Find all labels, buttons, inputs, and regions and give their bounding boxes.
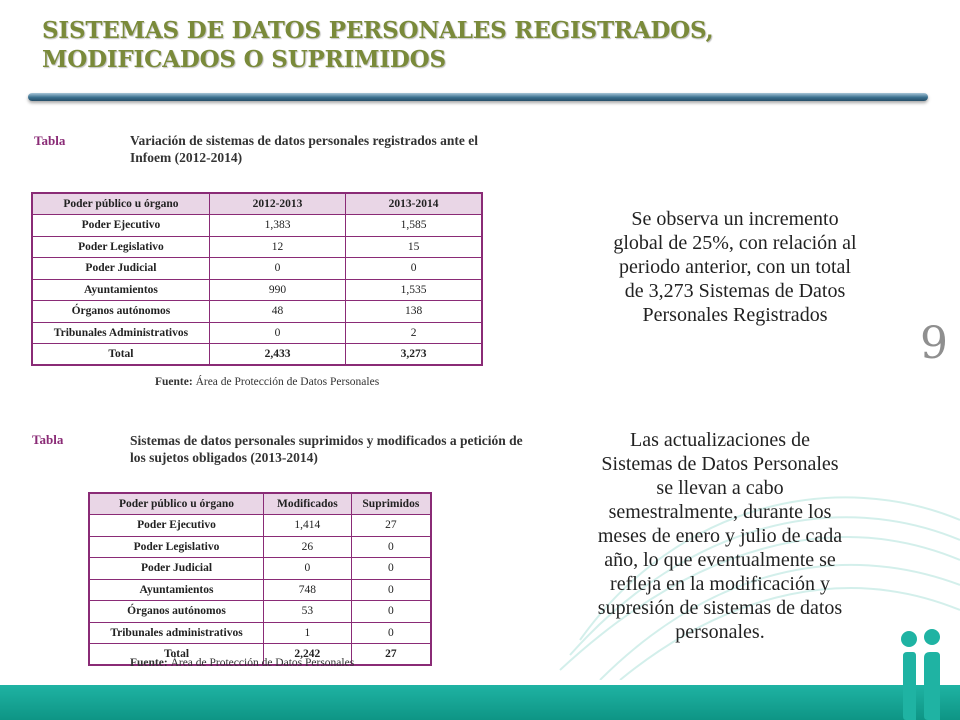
table2-label: Tabla bbox=[32, 432, 64, 447]
table-row bbox=[32, 215, 482, 237]
table-cell: 1,535 bbox=[346, 279, 482, 301]
table-cell: 990 bbox=[209, 279, 345, 301]
table1-source-text: Área de Protección de Datos Personales bbox=[195, 376, 380, 388]
table-cell: 53 bbox=[264, 601, 352, 623]
table-row bbox=[89, 579, 431, 601]
slide-title: SISTEMAS DE DATOS PERSONALES REGISTRADOS, MODIFICADOS O SUPRIMIDOS bbox=[42, 17, 714, 73]
row-header-cell: Ayuntamientos bbox=[32, 279, 209, 301]
table2-col-header: Poder público u órgano bbox=[89, 493, 264, 515]
row-header-cell: Tribunales administrativos bbox=[89, 622, 264, 644]
table-cell: 15 bbox=[346, 236, 482, 258]
table2-source-text: Área de Protección de Datos Personales bbox=[170, 657, 355, 669]
summary-text-registered: Se observa un incremento global de 25%, con relación al periodo anterior, con un total de 3,273 Sistemas de Datos Personales Registrados bbox=[613, 208, 857, 326]
table2-caption: Sistemas de datos personales suprimidos y modificados a petición de los sujetos obligados (2013-2014) bbox=[130, 433, 523, 465]
table-cell: 2,242 bbox=[264, 644, 352, 666]
table-cell: 0 bbox=[209, 322, 345, 344]
table1-col-header: Poder público u órgano bbox=[32, 193, 209, 215]
row-header-cell: Órganos autónomos bbox=[32, 301, 209, 323]
table-cell: 3,273 bbox=[346, 344, 482, 366]
row-header-cell: Poder Judicial bbox=[32, 258, 209, 280]
table-cell: 1,414 bbox=[264, 515, 352, 537]
table2-col-header: Modificados bbox=[264, 493, 352, 515]
table-row bbox=[32, 322, 482, 344]
table2 bbox=[88, 492, 432, 666]
table-cell: 48 bbox=[209, 301, 345, 323]
row-header-cell: Tribunales Administrativos bbox=[32, 322, 209, 344]
row-header-cell: Poder Legislativo bbox=[32, 236, 209, 258]
table-cell: 138 bbox=[346, 301, 482, 323]
table-cell: 1,383 bbox=[209, 215, 345, 237]
bottom-band bbox=[0, 685, 960, 720]
title-divider bbox=[28, 93, 928, 101]
table1-source bbox=[155, 376, 379, 388]
table-row bbox=[89, 601, 431, 623]
table-row bbox=[32, 301, 482, 323]
summary-text-updates: Las actualizaciones de Sistemas de Datos Personales se llevan a cabo semestralmente, durante los meses de enero y julio de cada año, lo que eventualmente se refleja en la modificación y supresión de sistemas de datos personales. bbox=[597, 429, 843, 643]
table2-source-label: Fuente: bbox=[130, 657, 168, 669]
table1 bbox=[31, 192, 483, 366]
table-cell: 0 bbox=[346, 258, 482, 280]
table1-col-header: 2012-2013 bbox=[209, 193, 345, 215]
row-header-cell: Poder Ejecutivo bbox=[89, 515, 264, 537]
table-cell: 0 bbox=[351, 622, 431, 644]
row-header-cell: Ayuntamientos bbox=[89, 579, 264, 601]
table-cell: 0 bbox=[351, 536, 431, 558]
row-header-cell: Total bbox=[32, 344, 209, 366]
table-cell: 0 bbox=[351, 579, 431, 601]
table1-col-header: 2013-2014 bbox=[346, 193, 482, 215]
table-cell: 1,585 bbox=[346, 215, 482, 237]
table-cell: 27 bbox=[351, 644, 431, 666]
page-number: 9 bbox=[920, 318, 948, 369]
table2-col-header: Suprimidos bbox=[351, 493, 431, 515]
table-cell: 12 bbox=[209, 236, 345, 258]
table-cell: 27 bbox=[351, 515, 431, 537]
table2-source bbox=[130, 657, 354, 669]
table-cell: 0 bbox=[209, 258, 345, 280]
table-row bbox=[32, 236, 482, 258]
table-row bbox=[89, 558, 431, 580]
table-row bbox=[32, 258, 482, 280]
table1-caption: Variación de sistemas de datos personales registrados ante el Infoem (2012-2014) bbox=[130, 133, 478, 165]
row-header-cell: Órganos autónomos bbox=[89, 601, 264, 623]
table-row bbox=[89, 622, 431, 644]
table-row bbox=[89, 536, 431, 558]
table-row bbox=[32, 279, 482, 301]
table-cell: 2 bbox=[346, 322, 482, 344]
table-cell: 748 bbox=[264, 579, 352, 601]
table-cell: 26 bbox=[264, 536, 352, 558]
row-header-cell: Poder Judicial bbox=[89, 558, 264, 580]
table1-source-label: Fuente: bbox=[155, 376, 193, 388]
table1-label: Tabla bbox=[34, 133, 66, 148]
table-cell: 2,433 bbox=[209, 344, 345, 366]
row-header-cell: Total bbox=[89, 644, 264, 666]
table-row bbox=[32, 344, 482, 366]
table-cell: 1 bbox=[264, 622, 352, 644]
table-cell: 0 bbox=[264, 558, 352, 580]
table-cell: 0 bbox=[351, 601, 431, 623]
row-header-cell: Poder Ejecutivo bbox=[32, 215, 209, 237]
row-header-cell: Poder Legislativo bbox=[89, 536, 264, 558]
table-cell: 0 bbox=[351, 558, 431, 580]
table-row bbox=[89, 515, 431, 537]
logo-icon bbox=[898, 628, 948, 720]
